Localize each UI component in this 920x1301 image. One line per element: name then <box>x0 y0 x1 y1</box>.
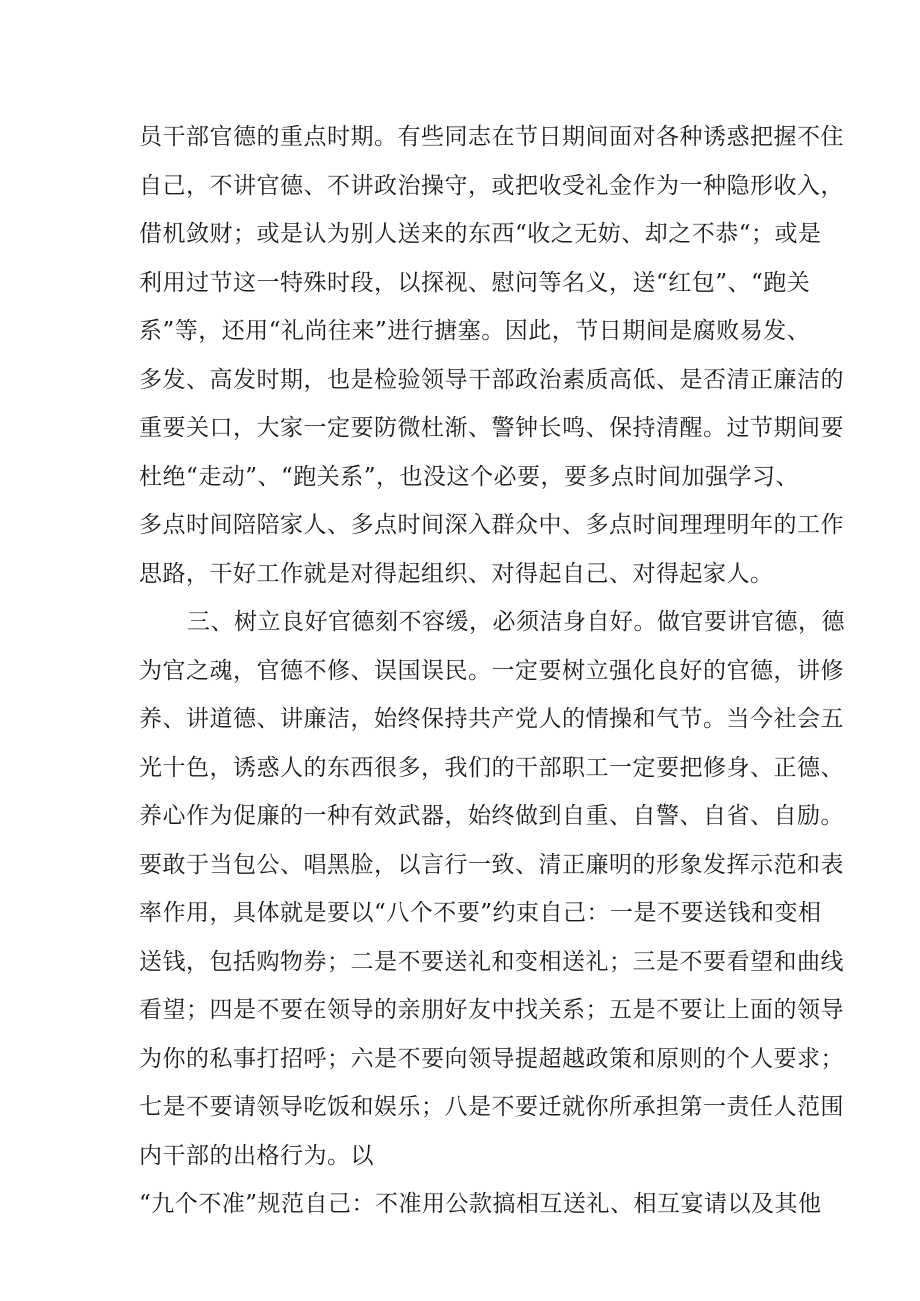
text-line: 内干部的出格行为。以 <box>139 1142 374 1169</box>
text-line: 七是不要请领导吃饭和娱乐；八是不要迁就你所承担第一责任人范围 <box>139 1094 844 1120</box>
section-heading-line: 三、树立良好官德刻不容缓，必须洁身自好。做官要讲官德，德 <box>187 609 845 635</box>
text-line: 重要关口，大家一定要防微杜渐、警钟长鸣、保持清醒。过节期间要 <box>139 415 844 441</box>
text-line: 送钱，包括购物券；二是不要送礼和变相送礼；三是不要看望和曲线 <box>139 948 844 975</box>
text-line: 多发、高发时期，也是检验领导干部政治素质高低、是否清正廉洁的 <box>139 366 844 393</box>
text-line: 借机敛财；或是认为别人送来的东西“收之无妨、却之不恭“；或是 <box>139 221 822 247</box>
text-line: 杜绝“走动”、“跑关系”，也没这个必要，要多点时间加强学习、 <box>139 463 800 490</box>
text-line: 员干部官德的重点时期。有些同志在节日期间面对各种诱惑把握不住 <box>139 124 844 150</box>
text-line: 多点时间陪陪家人、多点时间深入群众中、多点时间理理明年的工作 <box>139 512 844 538</box>
text-line: 系”等，还用“礼尚往来”进行搪塞。因此，节日期间是腐败易发、 <box>139 318 811 344</box>
text-line: 养心作为促廉的一种有效武器，始终做到自重、自警、自省、自励。 <box>139 803 844 829</box>
text-line: 率作用，具体就是要以“八个不要”约束自己：一是不要送钱和变相 <box>139 900 822 926</box>
body-text <box>139 113 845 1229</box>
text-line: “九个不准”规范自己：不准用公款搞相互送礼、相互宴请以及其他 <box>139 1191 822 1217</box>
text-line: 利用过节这一特殊时段，以探视、慰问等名义，送“红包”、“跑关 <box>139 269 811 296</box>
text-line: 为你的私事打招呼；六是不要向领导提超越政策和原则的个人要求； <box>139 1045 844 1072</box>
text-line: 自己，不讲官德、不讲政治操守，或把收受礼金作为一种隐形收入， <box>139 172 844 199</box>
text-line: 养、讲道德、讲廉洁，始终保持共产党人的情操和气节。当今社会五 <box>139 706 844 732</box>
text-line: 为官之魂，官德不修、误国误民。一定要树立强化良好的官德，讲修 <box>139 657 844 684</box>
text-line: 看望；四是不要在领导的亲朋好友中找关系；五是不要让上面的领导 <box>139 997 844 1023</box>
text-line: 光十色，诱惑人的东西很多，我们的干部职工一定要把修身、正德、 <box>139 754 844 781</box>
text-line: 要敢于当包公、唱黑脸，以言行一致、清正廉明的形象发挥示范和表 <box>139 851 844 878</box>
text-line: 思路，干好工作就是对得起组织、对得起自己、对得起家人。 <box>139 560 774 587</box>
